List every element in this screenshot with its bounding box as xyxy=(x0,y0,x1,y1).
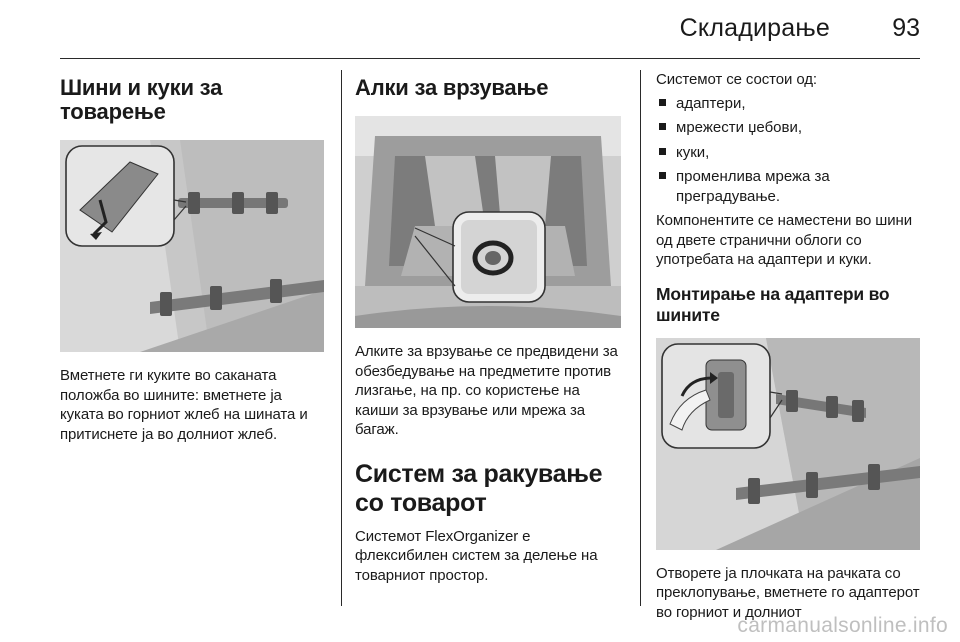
component-list xyxy=(656,94,926,207)
bullet-square-icon xyxy=(659,148,666,155)
figure-hooks-rails-image xyxy=(60,140,324,352)
list-item: променлива мрежа за преградување. xyxy=(656,167,926,206)
figure-adapter-mounting-image xyxy=(656,338,920,550)
subheading-mounting-adapters: Монтирање на адаптери во шините xyxy=(656,283,890,325)
paragraph-components: Компонентите се наместени во шини од двете странични облоги со употребата на адаптери и куки. xyxy=(656,212,912,268)
list-item: куки, xyxy=(656,143,926,163)
section-heading-load-management: Систем за ракување со товарот xyxy=(355,459,603,518)
section-heading-lashing-eyes: Алки за врзување xyxy=(355,75,549,100)
header-title: Складирање xyxy=(679,14,830,42)
caption-adapter-mounting: Отворете ја плочката на рачката со преклопување, вметнете го адаптерот во горниот и долниот xyxy=(656,564,920,621)
column-2 xyxy=(355,70,625,585)
watermark: carmanualsonline.info xyxy=(737,614,948,637)
paragraph-lashing-eyes: Алките за врзување се предвидени за обезбедување на предметите против лизгање, на пр. со користење на каиши за врзување или мрежа за багаж. xyxy=(355,343,618,439)
column-divider xyxy=(341,70,342,606)
paragraph-load-management: Системот FlexOrganizer е флексибилен систем за делење на товарниот простор. xyxy=(355,527,598,584)
page-number: 93 xyxy=(892,14,920,42)
column-1 xyxy=(60,70,326,444)
bullet-square-icon xyxy=(659,99,666,106)
caption-rails-hooks: Вметнете ги куките во саканата положба во шините: вметнете ја куката во горниот жлеб на шината и притиснете ја во долниот жлеб. xyxy=(60,367,308,443)
system-intro: Системот се состои од: xyxy=(656,71,817,88)
list-item: мрежести џебови, xyxy=(656,118,926,138)
page-header xyxy=(60,0,920,59)
list-item: адаптери, xyxy=(656,94,926,114)
bullet-square-icon xyxy=(659,123,666,130)
column-3 xyxy=(656,70,926,622)
column-divider xyxy=(640,70,641,606)
figure-lashing-eye-image xyxy=(355,116,621,328)
section-heading-rails-hooks: Шини и куки за товарење xyxy=(60,75,223,125)
bullet-square-icon xyxy=(659,172,666,179)
